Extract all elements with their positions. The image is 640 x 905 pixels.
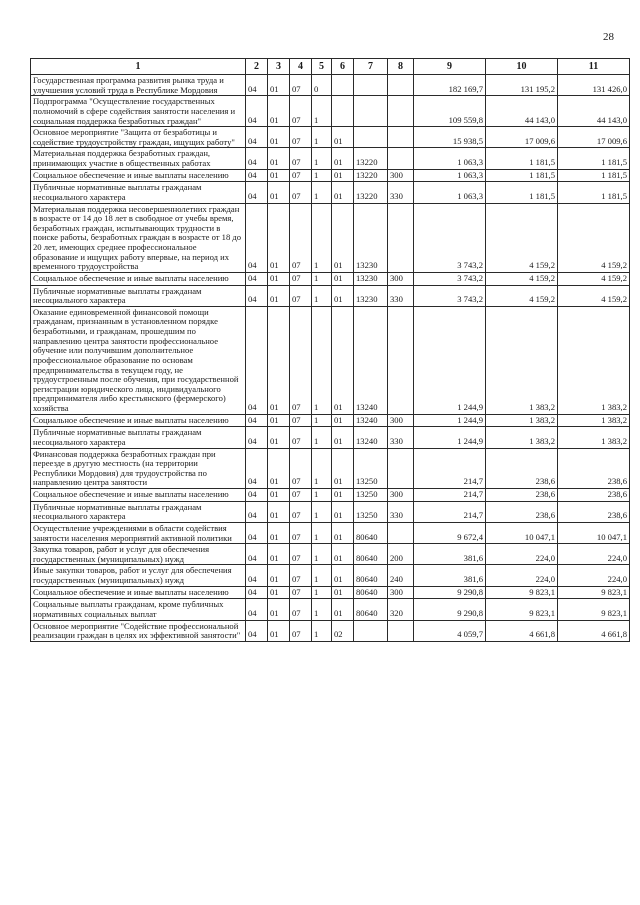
column-header: 2 [246, 59, 268, 75]
code-cell: 1 [312, 148, 332, 169]
table-row [31, 169, 630, 182]
amount-cell: 224,0 [486, 544, 558, 565]
code-cell: 04 [246, 285, 268, 306]
code-cell: 1 [312, 586, 332, 599]
code-cell: 04 [246, 127, 268, 148]
code-cell: 1 [312, 448, 332, 489]
code-cell: 01 [268, 96, 290, 127]
row-description: Подпрограмма "Осуществление государственных полномочий в сфере содействия занятости населения и социальная поддержка безработных граждан" [31, 96, 246, 127]
code-cell: 07 [290, 127, 312, 148]
amount-cell: 1 063,3 [414, 148, 486, 169]
code-cell: 320 [388, 599, 414, 620]
code-cell: 07 [290, 285, 312, 306]
code-cell: 04 [246, 489, 268, 502]
code-cell: 04 [246, 272, 268, 285]
amount-cell: 1 383,2 [486, 427, 558, 448]
code-cell: 1 [312, 127, 332, 148]
amount-cell: 131 195,2 [486, 75, 558, 96]
code-cell: 330 [388, 182, 414, 203]
code-cell: 0 [312, 75, 332, 96]
code-cell: 1 [312, 285, 332, 306]
table-row [31, 620, 630, 641]
amount-cell: 1 063,3 [414, 182, 486, 203]
amount-cell: 238,6 [486, 448, 558, 489]
code-cell: 13230 [354, 285, 388, 306]
code-cell: 07 [290, 182, 312, 203]
row-description: Основное мероприятие "Содействие профессиональной реализации граждан в целях их эффективной занятости" [31, 620, 246, 641]
amount-cell: 9 823,1 [486, 599, 558, 620]
table-row [31, 501, 630, 522]
table-row [31, 285, 630, 306]
code-cell [354, 620, 388, 641]
row-description: Социальные выплаты гражданам, кроме публичных нормативных социальных выплат [31, 599, 246, 620]
amount-cell: 9 823,1 [558, 586, 630, 599]
code-cell: 80640 [354, 544, 388, 565]
code-cell: 1 [312, 544, 332, 565]
code-cell: 13220 [354, 182, 388, 203]
code-cell: 330 [388, 427, 414, 448]
code-cell: 04 [246, 75, 268, 96]
amount-cell: 238,6 [558, 489, 630, 502]
amount-cell: 238,6 [486, 489, 558, 502]
row-description: Материальная поддержка несовершеннолетних граждан в возрасте от 14 до 18 лет в свободное от учебы время, безработных граждан, испытывающих трудности в поиске работы, безработных граждан в возрасте от 18 до 20 лет, имеющих среднее профессиональное образование и ищущих работу впервые, на период их временного трудоустройства [31, 203, 246, 272]
table-body [31, 75, 630, 642]
amount-cell: 1 063,3 [414, 169, 486, 182]
code-cell [354, 96, 388, 127]
code-cell: 330 [388, 501, 414, 522]
amount-cell: 4 159,2 [558, 203, 630, 272]
row-description: Осуществление учреждениями в области содействия занятости населения мероприятий активной политики [31, 522, 246, 543]
table-row [31, 148, 630, 169]
code-cell: 01 [332, 272, 354, 285]
code-cell [388, 620, 414, 641]
code-cell [388, 127, 414, 148]
amount-cell: 214,7 [414, 501, 486, 522]
amount-cell: 10 047,1 [486, 522, 558, 543]
code-cell: 07 [290, 522, 312, 543]
code-cell: 01 [268, 501, 290, 522]
amount-cell: 381,6 [414, 565, 486, 586]
table-row [31, 96, 630, 127]
code-cell: 1 [312, 272, 332, 285]
row-description: Социальное обеспечение и иные выплаты населению [31, 169, 246, 182]
code-cell: 01 [268, 182, 290, 203]
table-row [31, 306, 630, 414]
code-cell: 04 [246, 306, 268, 414]
code-cell [388, 448, 414, 489]
row-description: Социальное обеспечение и иные выплаты населению [31, 586, 246, 599]
code-cell: 13240 [354, 427, 388, 448]
code-cell: 01 [268, 586, 290, 599]
code-cell: 200 [388, 544, 414, 565]
code-cell: 04 [246, 565, 268, 586]
code-cell: 80640 [354, 565, 388, 586]
amount-cell: 4 159,2 [486, 272, 558, 285]
row-description: Социальное обеспечение и иные выплаты населению [31, 414, 246, 427]
code-cell: 01 [332, 169, 354, 182]
amount-cell: 131 426,0 [558, 75, 630, 96]
code-cell [354, 75, 388, 96]
code-cell: 01 [332, 565, 354, 586]
column-header: 6 [332, 59, 354, 75]
amount-cell: 224,0 [558, 565, 630, 586]
table-header-row [31, 59, 630, 75]
amount-cell: 4 059,7 [414, 620, 486, 641]
code-cell: 13240 [354, 414, 388, 427]
code-cell: 01 [332, 448, 354, 489]
amount-cell: 238,6 [558, 448, 630, 489]
code-cell: 1 [312, 203, 332, 272]
code-cell [388, 522, 414, 543]
code-cell: 13250 [354, 501, 388, 522]
code-cell: 01 [268, 285, 290, 306]
code-cell: 04 [246, 620, 268, 641]
row-description: Публичные нормативные выплаты гражданам несоциального характера [31, 427, 246, 448]
row-description: Закупка товаров, работ и услуг для обеспечения государственных (муниципальных) нужд [31, 544, 246, 565]
code-cell: 300 [388, 169, 414, 182]
amount-cell: 1 181,5 [558, 148, 630, 169]
code-cell: 07 [290, 544, 312, 565]
code-cell: 01 [332, 285, 354, 306]
code-cell: 13250 [354, 448, 388, 489]
amount-cell: 4 661,8 [486, 620, 558, 641]
code-cell: 01 [268, 414, 290, 427]
code-cell: 01 [268, 169, 290, 182]
column-header: 4 [290, 59, 312, 75]
amount-cell: 1 383,2 [558, 414, 630, 427]
code-cell: 07 [290, 148, 312, 169]
code-cell: 04 [246, 414, 268, 427]
code-cell: 01 [332, 586, 354, 599]
row-description: Публичные нормативные выплаты гражданам несоциального характера [31, 285, 246, 306]
table-row [31, 272, 630, 285]
code-cell: 13240 [354, 306, 388, 414]
page-number: 28 [603, 31, 614, 43]
row-description: Публичные нормативные выплаты гражданам несоциального характера [31, 182, 246, 203]
budget-table [30, 58, 630, 642]
row-description: Иные закупки товаров, работ и услуг для обеспечения государственных (муниципальных) нужд [31, 565, 246, 586]
amount-cell: 214,7 [414, 448, 486, 489]
amount-cell: 9 290,8 [414, 586, 486, 599]
code-cell: 240 [388, 565, 414, 586]
table-row [31, 522, 630, 543]
code-cell: 1 [312, 599, 332, 620]
code-cell: 1 [312, 306, 332, 414]
amount-cell: 3 743,2 [414, 285, 486, 306]
code-cell: 01 [268, 522, 290, 543]
amount-cell: 1 383,2 [558, 306, 630, 414]
amount-cell: 9 823,1 [486, 586, 558, 599]
amount-cell: 4 159,2 [558, 272, 630, 285]
table-row [31, 489, 630, 502]
amount-cell: 1 181,5 [486, 148, 558, 169]
code-cell: 07 [290, 272, 312, 285]
code-cell: 13230 [354, 203, 388, 272]
amount-cell: 4 159,2 [486, 203, 558, 272]
code-cell: 330 [388, 285, 414, 306]
amount-cell: 4 159,2 [486, 285, 558, 306]
code-cell [388, 148, 414, 169]
code-cell: 1 [312, 522, 332, 543]
code-cell: 04 [246, 203, 268, 272]
code-cell: 01 [268, 306, 290, 414]
code-cell: 07 [290, 203, 312, 272]
amount-cell: 3 743,2 [414, 203, 486, 272]
column-header: 8 [388, 59, 414, 75]
code-cell [388, 306, 414, 414]
code-cell: 1 [312, 182, 332, 203]
code-cell: 01 [268, 272, 290, 285]
code-cell: 01 [332, 522, 354, 543]
code-cell: 07 [290, 414, 312, 427]
code-cell: 01 [332, 414, 354, 427]
code-cell: 1 [312, 501, 332, 522]
amount-cell: 238,6 [558, 501, 630, 522]
amount-cell: 1 244,9 [414, 306, 486, 414]
table-row [31, 565, 630, 586]
code-cell: 07 [290, 75, 312, 96]
code-cell: 01 [332, 489, 354, 502]
code-cell: 80640 [354, 586, 388, 599]
row-description: Оказание единовременной финансовой помощи гражданам, признанным в установленном порядке безработными, и гражданам, прошедшим по направлению центра занятости профессиональное обучение или получившим дополнительное профессиональное образование по основам предпринимательства в текущем году, не трудоустроенным после обучения, при государственной регистрации юридического лица, индивидуального предпринимателя либо крестьянского (фермерского) хозяйства [31, 306, 246, 414]
code-cell: 04 [246, 427, 268, 448]
code-cell: 01 [268, 427, 290, 448]
amount-cell: 214,7 [414, 489, 486, 502]
amount-cell: 224,0 [558, 544, 630, 565]
code-cell: 01 [268, 599, 290, 620]
row-description: Публичные нормативные выплаты гражданам несоциального характера [31, 501, 246, 522]
amount-cell: 1 383,2 [486, 414, 558, 427]
code-cell: 02 [332, 620, 354, 641]
table-row [31, 75, 630, 96]
amount-cell: 9 823,1 [558, 599, 630, 620]
column-header: 3 [268, 59, 290, 75]
code-cell: 07 [290, 620, 312, 641]
code-cell: 80640 [354, 522, 388, 543]
table-row [31, 448, 630, 489]
amount-cell: 1 383,2 [486, 306, 558, 414]
code-cell: 07 [290, 599, 312, 620]
row-description: Основное мероприятие "Защита от безработицы и содействие трудоустройству граждан, ищущих работу" [31, 127, 246, 148]
amount-cell: 224,0 [486, 565, 558, 586]
amount-cell: 9 290,8 [414, 599, 486, 620]
amount-cell: 17 009,6 [486, 127, 558, 148]
code-cell: 04 [246, 599, 268, 620]
code-cell: 07 [290, 306, 312, 414]
column-header: 9 [414, 59, 486, 75]
table-row [31, 414, 630, 427]
code-cell: 01 [268, 620, 290, 641]
code-cell: 1 [312, 565, 332, 586]
code-cell: 07 [290, 169, 312, 182]
table-row [31, 544, 630, 565]
code-cell: 01 [332, 306, 354, 414]
amount-cell: 10 047,1 [558, 522, 630, 543]
table-row [31, 182, 630, 203]
code-cell: 1 [312, 489, 332, 502]
amount-cell: 15 938,5 [414, 127, 486, 148]
code-cell: 07 [290, 586, 312, 599]
code-cell: 300 [388, 489, 414, 502]
code-cell: 01 [332, 182, 354, 203]
amount-cell: 4 661,8 [558, 620, 630, 641]
code-cell: 01 [332, 148, 354, 169]
column-header: 5 [312, 59, 332, 75]
amount-cell: 44 143,0 [486, 96, 558, 127]
code-cell: 1 [312, 427, 332, 448]
amount-cell: 4 159,2 [558, 285, 630, 306]
column-header: 11 [558, 59, 630, 75]
code-cell: 300 [388, 586, 414, 599]
code-cell: 01 [268, 203, 290, 272]
code-cell: 01 [268, 148, 290, 169]
code-cell [332, 96, 354, 127]
code-cell: 04 [246, 182, 268, 203]
amount-cell: 1 181,5 [558, 182, 630, 203]
amount-cell: 1 181,5 [486, 182, 558, 203]
amount-cell: 17 009,6 [558, 127, 630, 148]
code-cell: 13230 [354, 272, 388, 285]
table-row [31, 427, 630, 448]
code-cell: 07 [290, 489, 312, 502]
code-cell: 01 [332, 599, 354, 620]
amount-cell: 1 383,2 [558, 427, 630, 448]
code-cell: 13220 [354, 169, 388, 182]
amount-cell: 9 672,4 [414, 522, 486, 543]
code-cell: 07 [290, 501, 312, 522]
code-cell: 01 [332, 127, 354, 148]
code-cell [388, 96, 414, 127]
row-description: Материальная поддержка безработных граждан, принимающих участие в общественных работах [31, 148, 246, 169]
code-cell [332, 75, 354, 96]
amount-cell: 1 244,9 [414, 427, 486, 448]
code-cell: 1 [312, 169, 332, 182]
code-cell: 01 [268, 489, 290, 502]
column-header: 1 [31, 59, 246, 75]
code-cell: 07 [290, 427, 312, 448]
code-cell [354, 127, 388, 148]
code-cell: 1 [312, 620, 332, 641]
amount-cell: 44 143,0 [558, 96, 630, 127]
amount-cell: 182 169,7 [414, 75, 486, 96]
code-cell: 01 [268, 127, 290, 148]
code-cell: 01 [332, 427, 354, 448]
table-row [31, 127, 630, 148]
amount-cell: 3 743,2 [414, 272, 486, 285]
column-header: 7 [354, 59, 388, 75]
code-cell: 01 [268, 565, 290, 586]
code-cell: 07 [290, 448, 312, 489]
code-cell [388, 75, 414, 96]
code-cell: 01 [332, 501, 354, 522]
code-cell: 04 [246, 522, 268, 543]
row-description: Финансовая поддержка безработных граждан при переезде в другую местность (на территории Республики Мордовия) для трудоустройства по направлению центра занятости [31, 448, 246, 489]
code-cell: 04 [246, 448, 268, 489]
code-cell: 80640 [354, 599, 388, 620]
amount-cell: 109 559,8 [414, 96, 486, 127]
code-cell: 01 [332, 544, 354, 565]
row-description: Государственная программа развития рынка труда и улучшения условий труда в Республике Мордовия [31, 75, 246, 96]
code-cell: 04 [246, 544, 268, 565]
table-row [31, 599, 630, 620]
code-cell: 01 [268, 75, 290, 96]
amount-cell: 238,6 [486, 501, 558, 522]
code-cell: 04 [246, 148, 268, 169]
row-description: Социальное обеспечение и иные выплаты населению [31, 272, 246, 285]
code-cell: 01 [332, 203, 354, 272]
code-cell: 04 [246, 586, 268, 599]
code-cell: 300 [388, 272, 414, 285]
code-cell: 1 [312, 414, 332, 427]
amount-cell: 1 181,5 [558, 169, 630, 182]
table-row [31, 203, 630, 272]
amount-cell: 381,6 [414, 544, 486, 565]
code-cell [388, 203, 414, 272]
code-cell: 07 [290, 96, 312, 127]
code-cell: 01 [268, 448, 290, 489]
amount-cell: 1 181,5 [486, 169, 558, 182]
table-row [31, 586, 630, 599]
amount-cell: 1 244,9 [414, 414, 486, 427]
code-cell: 04 [246, 501, 268, 522]
code-cell: 04 [246, 169, 268, 182]
code-cell: 04 [246, 96, 268, 127]
code-cell: 07 [290, 565, 312, 586]
code-cell: 13250 [354, 489, 388, 502]
code-cell: 13220 [354, 148, 388, 169]
code-cell: 300 [388, 414, 414, 427]
column-header: 10 [486, 59, 558, 75]
code-cell: 01 [268, 544, 290, 565]
row-description: Социальное обеспечение и иные выплаты населению [31, 489, 246, 502]
code-cell: 1 [312, 96, 332, 127]
